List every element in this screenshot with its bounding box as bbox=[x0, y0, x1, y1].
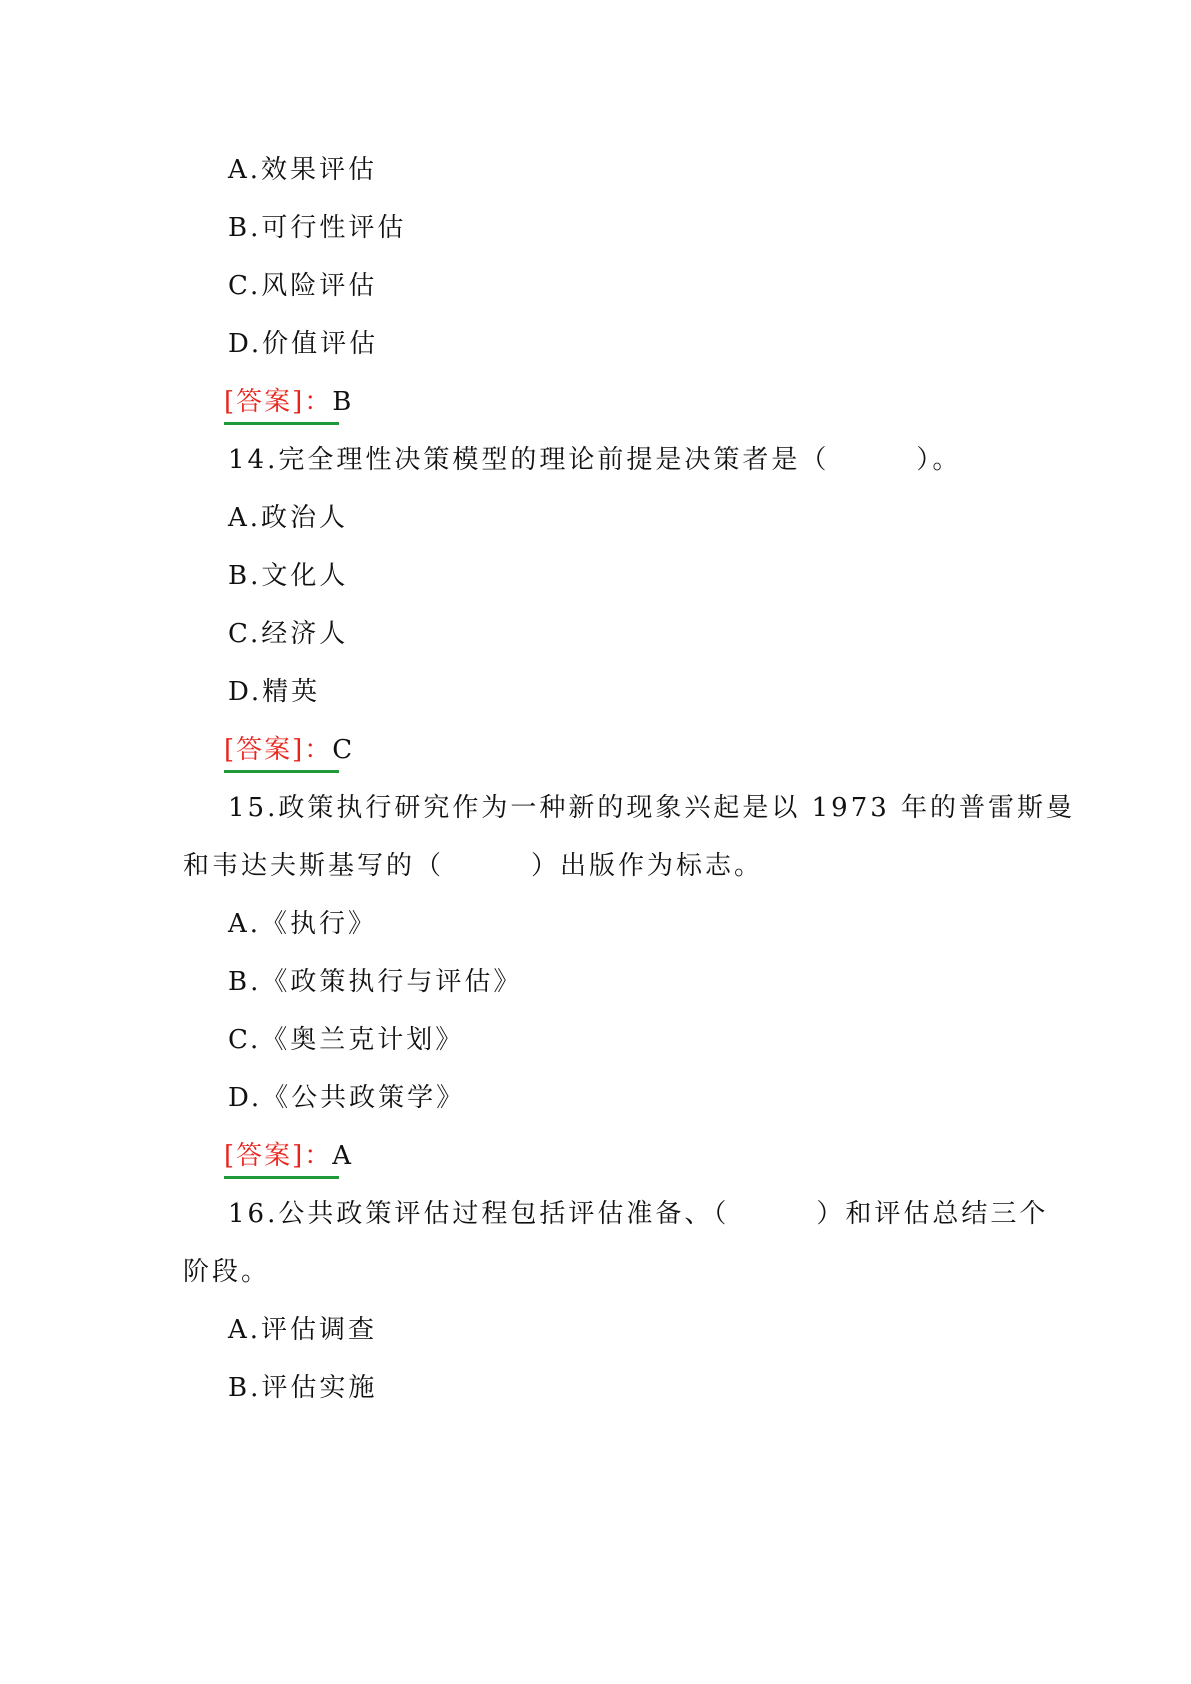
q15-answer bbox=[224, 1138, 353, 1174]
answer-value: B bbox=[332, 387, 354, 417]
q13-answer bbox=[224, 384, 353, 420]
q13-option-d: D.价值评估 bbox=[228, 329, 379, 359]
q15-option-a: A.《执行》 bbox=[228, 909, 378, 939]
q16-stem-line-2: 阶段。 bbox=[183, 1257, 271, 1287]
q16-option-b: B.评估实施 bbox=[228, 1373, 378, 1403]
q14-stem: 14.完全理性决策模型的理论前提是决策者是（ ）。 bbox=[228, 445, 962, 475]
q13-option-b: B.可行性评估 bbox=[228, 213, 407, 243]
q14-option-d: D.精英 bbox=[228, 677, 321, 707]
q15-stem-line-2: 和韦达夫斯基写的（ ）出版作为标志。 bbox=[183, 851, 764, 881]
q15-option-b: B.《政策执行与评估》 bbox=[228, 967, 523, 997]
answer-value: C bbox=[332, 735, 355, 765]
q16-option-a: A.评估调查 bbox=[228, 1315, 378, 1345]
answer-label: [答案]： bbox=[224, 387, 333, 417]
answer-underline bbox=[224, 770, 339, 773]
q13-option-c: C.风险评估 bbox=[228, 271, 378, 301]
q13-option-a: A.效果评估 bbox=[228, 155, 378, 185]
q14-option-b: B.文化人 bbox=[228, 561, 349, 591]
q15-stem-line-1: 15.政策执行研究作为一种新的现象兴起是以 1973 年的普雷斯曼 bbox=[228, 793, 1076, 823]
answer-underline bbox=[224, 422, 339, 425]
q14-option-c: C.经济人 bbox=[228, 619, 349, 649]
answer-underline bbox=[224, 1176, 339, 1179]
q15-option-c: C.《奥兰克计划》 bbox=[228, 1025, 465, 1055]
q14-answer bbox=[224, 732, 354, 768]
q16-stem-line-1: 16.公共政策评估过程包括评估准备、（ ）和评估总结三个 bbox=[228, 1199, 1049, 1229]
answer-label: [答案]： bbox=[224, 735, 333, 765]
answer-label: [答案]： bbox=[224, 1141, 333, 1171]
q15-option-d: D.《公共政策学》 bbox=[228, 1083, 466, 1113]
answer-value: A bbox=[332, 1141, 354, 1171]
q14-option-a: A.政治人 bbox=[228, 503, 349, 533]
